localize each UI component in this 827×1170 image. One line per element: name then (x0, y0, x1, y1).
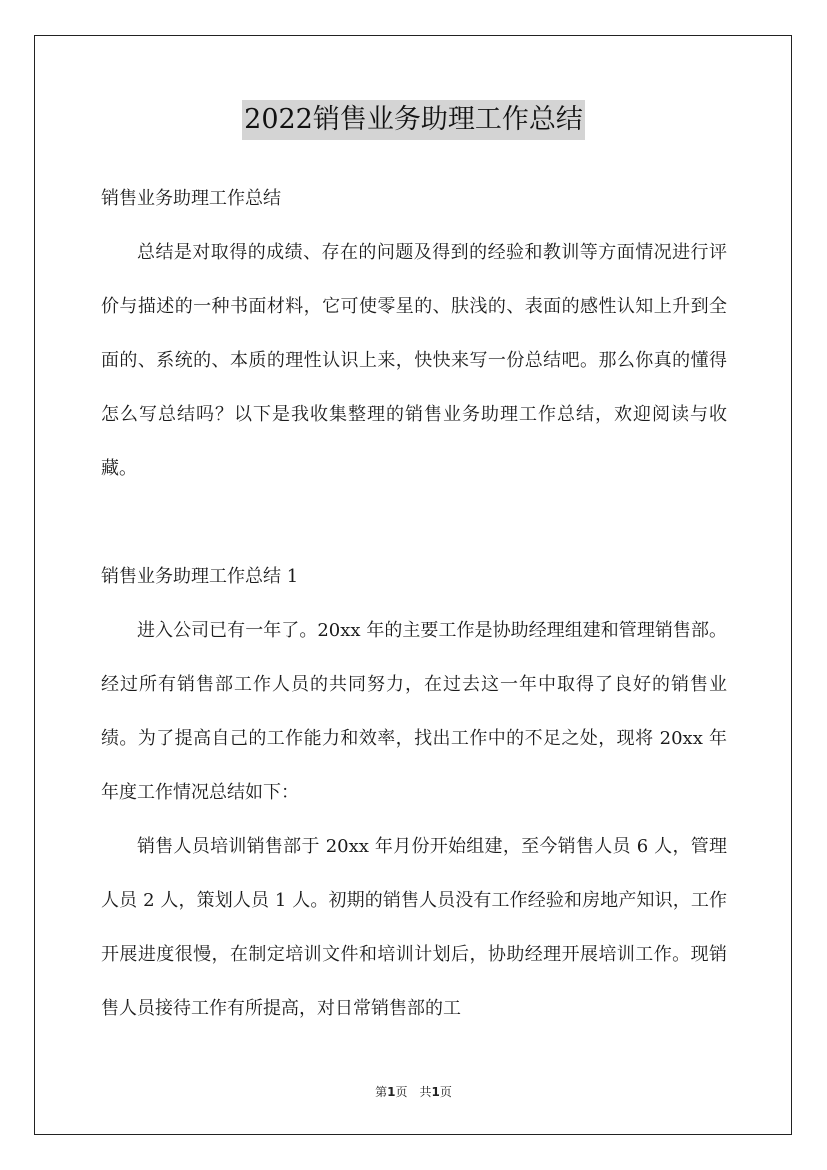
intro-paragraph: 总结是对取得的成绩、存在的问题及得到的经验和教训等方面情况进行评价与描述的一种书面材料，它可使零星的、肤浅的、表面的感性认知上升到全面的、系统的、本质的理性认识上来，快快来写一份总结吧。那么你真的懂得怎么写总结吗？以下是我收集整理的销售业务助理工作总结，欢迎阅读与收藏。 (101, 242, 727, 479)
section1-heading: 销售业务助理工作总结 1 (101, 566, 299, 587)
page-footer (0, 1083, 827, 1101)
intro-heading: 销售业务助理工作总结 (101, 188, 281, 209)
title-container (0, 100, 827, 140)
section1-paragraph-1: 进入公司已有一年了。20xx 年的主要工作是协助经理组建和管理销售部。经过所有销售部工作人员的共同努力，在过去这一年中取得了良好的销售业绩。为了提高自己的工作能力和效率，找出工作中的不足之处，现将 20xx 年年度工作情况总结如下： (101, 620, 727, 803)
footer-page-mid: 页 共 (395, 1085, 432, 1099)
footer-page-current: 1 (387, 1085, 396, 1099)
footer-page-prefix: 第 (375, 1085, 388, 1099)
footer-page-suffix: 页 (439, 1085, 452, 1099)
section1-paragraph-2: 销售人员培训销售部于 20xx 年月份开始组建，至今销售人员 6 人，管理人员 2 人，策划人员 1 人。初期的销售人员没有工作经验和房地产知识，工作开展进度很慢，在制定培训文件和培训计划后，协助经理开展培训工作。现销售人员接待工作有所提高，对日常销售部的工 (101, 836, 727, 1019)
section-spacer (101, 496, 727, 550)
footer-page-total: 1 (431, 1085, 440, 1099)
document-body (101, 172, 727, 1036)
document-title: 2022销售业务助理工作总结 (242, 100, 585, 140)
